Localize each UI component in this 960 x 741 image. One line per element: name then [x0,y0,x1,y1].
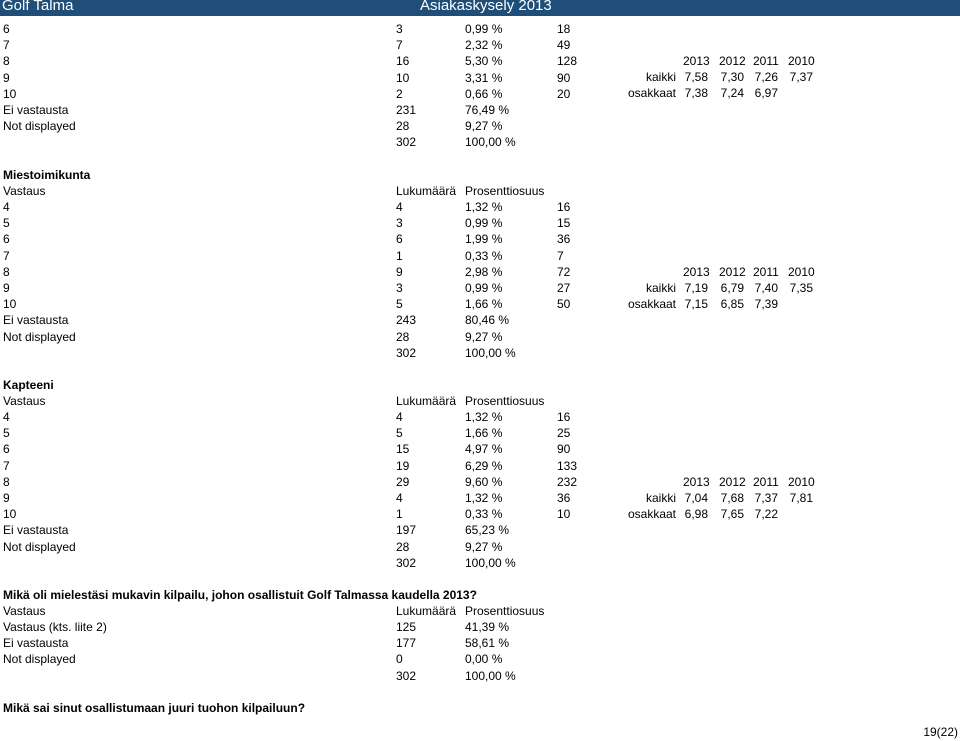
answer-label: Not displayed [3,652,76,667]
answer-count: 197 [396,523,417,538]
answer-count: 6 [396,232,403,247]
column-header-vastaus: Vastaus [3,604,46,618]
answer-percent: 76,49 % [465,103,510,117]
summary-label-osakkaat: osakkaat [627,297,676,312]
summary-value: 7,37 [789,70,813,85]
page-number: 19(22) [923,725,958,739]
answer-weighted: 10 [557,507,571,522]
summary-year: 2010 [788,475,815,489]
answer-label: Vastaus (kts. liite 2) [3,620,107,634]
answer-label: Not displayed [3,119,76,134]
answer-count: 3 [396,216,403,231]
answer-label: 8 [3,474,10,489]
answer-label: 9 [3,491,10,505]
answer-percent: 9,27 % [465,329,503,344]
answer-percent: 1,66 % [465,426,503,441]
column-header-prosenttiosuus: Prosenttiosuus [465,394,545,408]
summary-value: 7,65 [720,507,744,522]
answer-label: 5 [3,216,10,231]
answer-percent: 2,32 % [465,38,503,53]
summary-year: 2013 [683,54,710,68]
answer-weighted: 72 [557,264,571,279]
summary-value: 7,19 [684,281,708,296]
answer-count: 4 [396,410,403,424]
summary-year: 2010 [788,54,815,68]
answer-weighted: 49 [557,38,571,53]
answer-weighted: 128 [557,54,578,69]
answer-percent: 9,27 % [465,539,503,554]
summary-label-osakkaat: osakkaat [627,86,676,101]
answer-percent: 0,33 % [465,507,503,522]
summary-value: 7,30 [720,70,744,85]
summary-value: 7,68 [720,491,744,506]
answer-label: 7 [3,248,10,263]
summary-year: 2012 [719,265,746,279]
answer-weighted: 15 [557,216,571,231]
column-header-prosenttiosuus: Prosenttiosuus [465,604,545,618]
answer-count: 16 [396,54,410,69]
answer-count: 243 [396,313,417,328]
answer-percent: 0,66 % [465,86,503,101]
answer-label: 6 [3,232,10,247]
answer-percent: 2,98 % [465,264,503,279]
answer-percent: 100,00 % [465,555,516,570]
answer-percent: 5,30 % [465,54,503,69]
answer-label: Ei vastausta [3,313,69,328]
summary-label-kaikki: kaikki [645,70,676,85]
header-subtitle: Asiakaskysely 2013 [420,0,552,14]
answer-count: 302 [396,555,417,570]
answer-percent: 6,29 % [465,458,503,473]
column-header-vastaus: Vastaus [3,184,46,198]
answer-weighted: 20 [557,86,571,101]
answer-label: 9 [3,70,10,85]
answer-count: 10 [396,70,410,85]
answer-weighted: 25 [557,426,571,441]
answer-percent: 100,00 % [465,668,516,683]
answer-count: 28 [396,329,410,344]
summary-value: 7,58 [684,70,708,85]
section-title: Kapteeni [3,378,54,392]
summary-value: 7,35 [789,281,813,296]
summary-value: 7,26 [754,70,778,85]
answer-percent: 4,97 % [465,442,503,457]
summary-value: 7,24 [720,86,744,101]
answer-percent: 0,99 % [465,281,503,295]
answer-label: Ei vastausta [3,103,69,117]
answer-label: 8 [3,264,10,279]
answer-count: 15 [396,442,410,457]
answer-percent: 0,99 % [465,216,503,231]
answer-label: 10 [3,86,17,101]
answer-weighted: 36 [557,491,571,505]
answer-count: 302 [396,135,417,150]
summary-value: 6,97 [754,86,778,101]
header-title: Golf Talma [2,0,74,14]
answer-label: 10 [3,297,17,312]
answer-count: 177 [396,636,417,651]
answer-count: 2 [396,86,403,101]
answer-weighted: 16 [557,410,571,424]
summary-value: 6,85 [720,297,744,312]
answer-count: 4 [396,491,403,505]
summary-year: 2012 [719,54,746,68]
answer-label: 6 [3,442,10,457]
section-title: Miestoimikunta [3,168,91,182]
page-header [0,0,960,16]
answer-percent: 9,27 % [465,119,503,134]
section-title: Mikä oli mielestäsi mukavin kilpailu, johon osallistuit Golf Talmassa kaudella 2013? [3,588,477,602]
summary-year: 2011 [753,54,779,68]
answer-count: 1 [396,248,403,263]
answer-percent: 1,99 % [465,232,503,247]
summary-year: 2010 [788,265,815,279]
answer-percent: 65,23 % [465,523,510,538]
summary-value: 7,38 [684,86,708,101]
summary-label-kaikki: kaikki [645,281,676,296]
summary-year: 2011 [753,265,779,279]
answer-count: 302 [396,668,417,683]
summary-value: 7,81 [789,491,813,506]
summary-value: 7,37 [754,491,778,506]
answer-label: 5 [3,426,10,441]
answer-label: 4 [3,410,10,424]
answer-label: 7 [3,458,10,473]
answer-weighted: 27 [557,281,571,295]
answer-label: Ei vastausta [3,636,69,651]
answer-count: 0 [396,652,403,667]
answer-label: 6 [3,22,10,36]
answer-weighted: 90 [557,442,571,457]
answer-percent: 9,60 % [465,474,503,489]
answer-percent: 1,32 % [465,200,503,214]
answer-count: 9 [396,264,403,279]
answer-count: 1 [396,507,403,522]
column-header-prosenttiosuus: Prosenttiosuus [465,184,545,198]
answer-label: 4 [3,200,10,214]
column-header-lukumaara: Lukumäärä [396,604,457,618]
summary-value: 7,39 [754,297,778,312]
summary-year: 2012 [719,475,746,489]
answer-weighted: 18 [557,22,571,36]
answer-percent: 0,00 % [465,652,503,667]
column-header-lukumaara: Lukumäärä [396,394,457,408]
answer-count: 302 [396,345,417,360]
summary-value: 6,98 [684,507,708,522]
answer-label: Ei vastausta [3,523,69,538]
answer-count: 29 [396,474,410,489]
section-title: Mikä sai sinut osallistumaan juuri tuohon kilpailuun? [3,701,306,715]
summary-value: 6,79 [720,281,744,296]
answer-percent: 0,99 % [465,22,503,36]
summary-year: 2013 [683,265,710,279]
summary-value: 7,22 [754,507,778,522]
answer-weighted: 90 [557,70,571,85]
answer-count: 5 [396,297,403,312]
answer-count: 19 [396,458,410,473]
answer-percent: 3,31 % [465,70,503,85]
answer-count: 28 [396,119,410,134]
answer-count: 7 [396,38,403,53]
answer-percent: 1,32 % [465,410,503,424]
answer-percent: 100,00 % [465,345,516,360]
summary-year: 2013 [683,475,710,489]
answer-label: Not displayed [3,329,76,344]
answer-count: 125 [396,620,417,634]
answer-percent: 1,32 % [465,491,503,505]
answer-percent: 100,00 % [465,135,516,150]
answer-weighted: 232 [557,474,578,489]
answer-percent: 80,46 % [465,313,510,328]
answer-label: 10 [3,507,17,522]
answer-count: 231 [396,103,417,117]
answer-weighted: 7 [557,248,564,263]
answer-count: 5 [396,426,403,441]
column-header-lukumaara: Lukumäärä [396,184,457,198]
answer-count: 4 [396,200,403,214]
answer-percent: 41,39 % [465,620,510,634]
answer-count: 3 [396,281,403,295]
answer-count: 28 [396,539,410,554]
answer-percent: 58,61 % [465,636,510,651]
answer-weighted: 36 [557,232,571,247]
answer-weighted: 16 [557,200,571,214]
answer-label: 8 [3,54,10,69]
summary-value: 7,40 [754,281,778,296]
summary-value: 7,15 [684,297,708,312]
answer-count: 3 [396,22,403,36]
summary-label-kaikki: kaikki [645,491,676,506]
answer-percent: 1,66 % [465,297,503,312]
answer-label: 7 [3,38,10,53]
summary-value: 7,04 [684,491,708,506]
summary-year: 2011 [753,475,779,489]
answer-label: Not displayed [3,539,76,554]
answer-weighted: 133 [557,458,578,473]
answer-weighted: 50 [557,297,571,312]
column-header-vastaus: Vastaus [3,394,46,408]
summary-label-osakkaat: osakkaat [627,507,676,522]
answer-label: 9 [3,281,10,295]
answer-percent: 0,33 % [465,248,503,263]
